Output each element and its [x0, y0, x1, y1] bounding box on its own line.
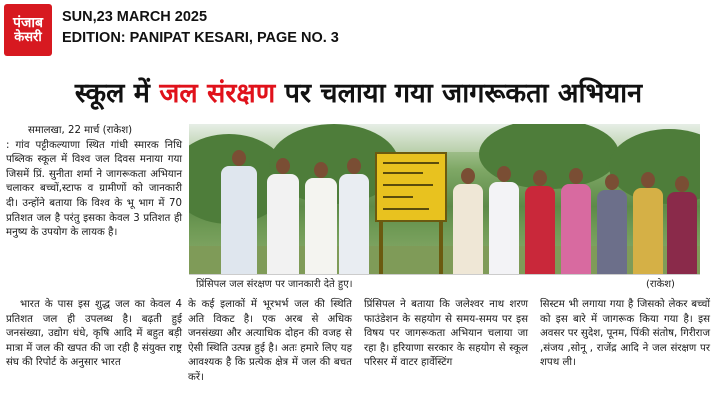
article-paragraph-1: : गांव पट्टीकल्याणा स्थित गांधी स्मारक निधि पब्लिक स्कूल में विश्व जल दिवस मनाया गया जिसमें प्रिं. सुनीता शर्मा ने जागरूकता अभियान चलाकर बच्चों,स्टाफ व ग्रामीणों को जानकारी दी। उन्होंने बताया कि विश्व के भू भाग में 70 प्रतिशत जल है परंतु इसका केवल 3 प्रतिशत ही मनुष्य के उपयोग के लायक है।: [6, 139, 182, 239]
article-paragraph-4: प्रिंसिपल ने बताया कि जलेश्वर नाथ शरण फाउंडेशन के सहयोग से समय-समय पर इस विषय पर जागरूकता अभियान चलाया जा रहा है। हरियाणा सरकार के सहयोग से स्कूल परिसर में वाटर हार्वेस्टिंग: [364, 299, 528, 369]
photo-person: [559, 168, 593, 274]
headline-highlight: जल संरक्षण: [159, 78, 276, 109]
board-pole: [379, 214, 383, 274]
article-column-2: [188, 298, 352, 386]
logo-line-1: पंजाब: [13, 14, 43, 31]
article-paragraph-2: भारत के पास इस शुद्ध जल का केवल 4 प्रतिशत जल ही उपलब्ध है। बढ़ती हुई जनसंख्या, उद्योग धंधे, कृषि आदि में बहुत बड़ी मात्रा में जल की खपत की जा रही है संयुक्त राष्ट्र संघ की रिपोर्ट के अनुसार भारत: [6, 299, 182, 369]
photo-caption: प्रिंसिपल जल संरक्षण पर जानकारी देते हुए।: [196, 279, 353, 290]
photo-person: [487, 166, 521, 274]
logo-line-2: केसरी: [14, 29, 42, 45]
photo-person: [523, 170, 557, 274]
article-column-3: [364, 298, 528, 371]
photo-person: [451, 168, 485, 274]
edition-info: EDITION: PANIPAT KESARI, PAGE NO. 3: [62, 30, 339, 46]
article-headline: [0, 74, 717, 114]
article-paragraph-3: के कई इलाकों में भूरभर्भ जल की स्थिति अति विकट है। एक अरब से अधिक जनसंख्या और अत्याधिक दोहन की वजह से ऐसी स्थिति उत्पन्न हुई है। अतः हमारे लिए यह आवश्यक है कि प्रत्येक क्षेत्र में जल की बचत करें।: [188, 299, 352, 383]
photo-person: [265, 158, 301, 274]
photo-person: [595, 174, 629, 274]
article-column-4: [540, 298, 710, 371]
article-column-1: [6, 124, 182, 241]
headline-part-3: पर चलाया गया जागरूकता अभियान: [275, 78, 643, 109]
board-pole: [439, 214, 443, 274]
water-harvesting-board: [375, 152, 447, 222]
headline-part-1: स्कूल में: [74, 78, 160, 109]
masthead-meta: [62, 7, 339, 49]
photo-credit: (राकेश): [646, 279, 675, 290]
photo-person: [665, 176, 699, 274]
photo-person: [219, 150, 259, 274]
article-dateline: समालखा, 22 मार्च (राकेश): [28, 125, 133, 136]
photo-person: [631, 172, 665, 274]
article-column-1-lower: [6, 298, 182, 371]
photo-person: [337, 158, 371, 274]
article-photo: [189, 124, 700, 274]
article-paragraph-5: सिस्टम भी लगाया गया है जिसको लेकर बच्चों को इस बारे में जागरूक किया गया है। इस अवसर पर सुदेश, पूनम, पिंकी संतोष, गिरीराज ,संजय ,सोनू , राजेंद्र आदि ने जल संरक्षण पर शपथ ली।: [540, 299, 711, 369]
punjab-kesari-logo: [4, 4, 52, 56]
photo-person: [303, 162, 339, 274]
publication-date: SUN,23 MARCH 2025: [62, 9, 208, 25]
